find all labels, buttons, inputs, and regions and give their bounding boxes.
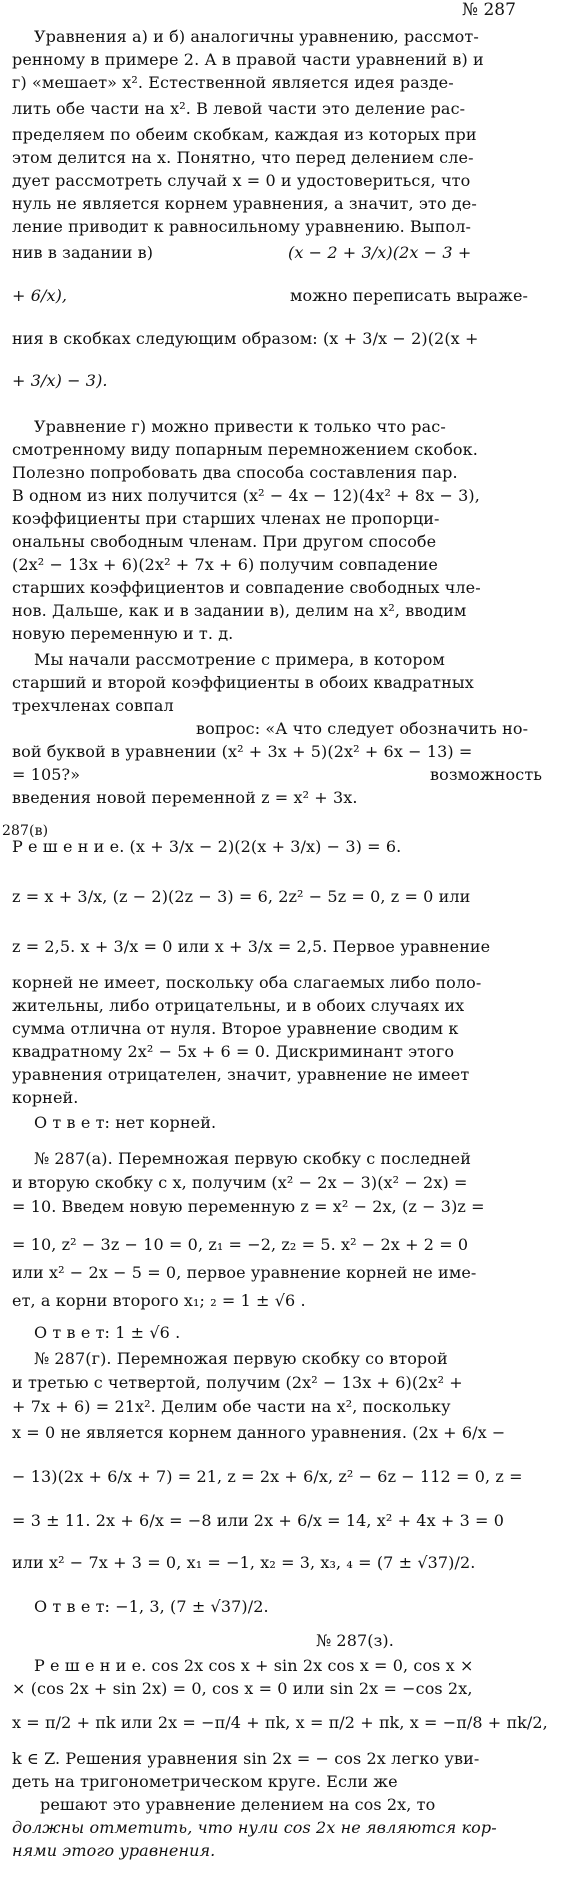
text-line: старший и второй коэффициенты в обоих квадратных: [12, 673, 474, 692]
text-line: ление приводит к равносильному уравнению. Выпол-: [12, 217, 472, 236]
text-line: г) «мешает» x². Естественной является идея разде-: [12, 73, 454, 92]
text-line: этом делится на x. Понятно, что перед делением сле-: [12, 148, 474, 167]
solution-line: и вторую скобку с x, получим (x² − 2x − 3)(x² − 2x) =: [12, 1173, 468, 1192]
section-title: № 287(з).: [316, 1631, 394, 1650]
answer-line: О т в е т: 1 ± √6 .: [34, 1323, 181, 1342]
text-line: лить обе части на x². В левой части это деление рас-: [12, 99, 466, 118]
solution-line: x = π/2 + πk или 2x = −π/4 + πk, x = π/2 + πk, x = −π/8 + πk/2,: [12, 1713, 548, 1732]
text-line: должны отметить, что нули cos 2x не являются кор-: [12, 1818, 497, 1837]
text-line: сумма отлична от нуля. Второе уравнение сводим к: [12, 1019, 459, 1038]
text-line: В одном из них получится (x² − 4x − 12)(4x² + 8x − 3),: [12, 486, 480, 505]
text-line: нуль не является корнем уравнения, а значит, это де-: [12, 194, 477, 213]
answer-line: О т в е т: −1, 3, (7 ± √37)/2.: [34, 1597, 269, 1616]
text-line: = 105?»: [12, 765, 81, 784]
text-line: трехчленах совпал: [12, 696, 174, 715]
solution-line: Р е ш е н и е. (x + 3/x − 2)(2(x + 3/x) − 3) = 6.: [12, 837, 402, 856]
margin-mark: 287(в): [2, 823, 49, 839]
text-line: деть на тригонометрическом круге. Если же: [12, 1772, 398, 1791]
solution-line: = 10, z² − 3z − 10 = 0, z₁ = −2, z₂ = 5. x² − 2x + 2 = 0: [12, 1235, 469, 1254]
text-line: уравнения отрицателен, значит, уравнение не имеет: [12, 1065, 470, 1084]
solution-line: z = 2,5. x + 3/x = 0 или x + 3/x = 2,5. Первое уравнение: [12, 937, 491, 956]
solution-line: = 10. Введем новую переменную z = x² − 2x, (z − 3)z =: [12, 1197, 485, 1216]
formula: (x − 2 + 3/x)(2x − 3 +: [288, 243, 472, 262]
solution-line: + 7x + 6) = 21x². Делим обе части на x², поскольку: [12, 1397, 451, 1416]
formula: + 6/x),: [12, 286, 68, 305]
solution-line: или x² − 2x − 5 = 0, первое уравнение корней не име-: [12, 1263, 477, 1282]
text-line: можно переписать выраже-: [290, 286, 529, 305]
text-line: (2x² − 13x + 6)(2x² + 7x + 6) получим совпадение: [12, 555, 438, 574]
answer-line: О т в е т: нет корней.: [34, 1113, 217, 1132]
text-line: решают это уравнение делением на cos 2x, то: [40, 1795, 436, 1814]
text-line: введения новой переменной z = x² + 3x.: [12, 788, 358, 807]
text-line: Уравнение г) можно привести к только что рас-: [34, 417, 446, 436]
solution-line: ет, а корни второго x₁; ₂ = 1 ± √6 .: [12, 1291, 306, 1310]
text-line: пределяем по обеим скобкам, каждая из которых при: [12, 125, 477, 144]
text-line: квадратному 2x² − 5x + 6 = 0. Дискриминант этого: [12, 1042, 455, 1061]
text-line: Мы начали рассмотрение с примера, в котором: [34, 650, 445, 669]
solution-line: или x² − 7x + 3 = 0, x₁ = −1, x₂ = 3, x₃, ₄ = (7 ± √37)/2.: [12, 1553, 476, 1572]
text-line: ональны свободным членам. При другом способе: [12, 532, 437, 551]
text-line: нями этого уравнения.: [12, 1841, 216, 1860]
solution-line: × (cos 2x + sin 2x) = 0, cos x = 0 или sin 2x = −cos 2x,: [12, 1679, 473, 1698]
solution-line: z = x + 3/x, (z − 2)(2z − 3) = 6, 2z² − 5z = 0, z = 0 или: [12, 887, 471, 906]
text-line: Полезно попробовать два способа составления пар.: [12, 463, 458, 482]
text-line: Уравнения а) и б) аналогичны уравнению, рассмот-: [34, 27, 479, 46]
text-line: жительны, либо отрицательны, и в обоих случаях их: [12, 996, 465, 1015]
text-line: дует рассмотреть случай x = 0 и удостовериться, что: [12, 171, 471, 190]
problem-number: № 287: [462, 0, 516, 20]
text-line: смотренному виду попарным перемножением скобок.: [12, 440, 478, 459]
text-line: старших коэффициентов и совпадение свободных чле-: [12, 578, 481, 597]
formula: + 3/x) − 3).: [12, 371, 108, 390]
text-line: нив в задании в): [12, 243, 154, 262]
solution-line: x = 0 не является корнем данного уравнения. (2x + 6/x −: [12, 1423, 506, 1442]
text-line: нов. Дальше, как и в задании в), делим на x², вводим: [12, 601, 467, 620]
text-line: возможность: [430, 765, 543, 784]
text-line: корней.: [12, 1088, 79, 1107]
text-line: вой буквой в уравнении (x² + 3x + 5)(2x² + 6x − 13) =: [12, 742, 473, 761]
solution-line: и третью с четвертой, получим (2x² − 13x + 6)(2x² +: [12, 1373, 463, 1392]
text-line: вопрос: «А что следует обозначить но-: [196, 719, 529, 738]
solution-line: k ∈ Z. Решения уравнения sin 2x = − cos 2x легко уви-: [12, 1749, 480, 1768]
text-line: ренному в примере 2. А в правой части уравнений в) и: [12, 50, 484, 69]
solution-line: = 3 ± 11. 2x + 6/x = −8 или 2x + 6/x = 14, x² + 4x + 3 = 0: [12, 1511, 505, 1530]
solution-line: Р е ш е н и е. cos 2x cos x + sin 2x cos x = 0, cos x ×: [34, 1656, 474, 1675]
text-line: ния в скобках следующим образом: (x + 3/x − 2)(2(x +: [12, 329, 479, 348]
text-line: коэффициенты при старших членах не пропорци-: [12, 509, 440, 528]
solution-line: № 287(г). Перемножая первую скобку со второй: [34, 1349, 448, 1368]
solution-line: № 287(а). Перемножая первую скобку с последней: [34, 1149, 471, 1168]
text-line: новую переменную и т. д.: [12, 624, 234, 643]
text-line: корней не имеет, поскольку оба слагаемых либо поло-: [12, 973, 482, 992]
solution-line: − 13)(2x + 6/x + 7) = 21, z = 2x + 6/x, z² − 6z − 112 = 0, z =: [12, 1467, 523, 1486]
